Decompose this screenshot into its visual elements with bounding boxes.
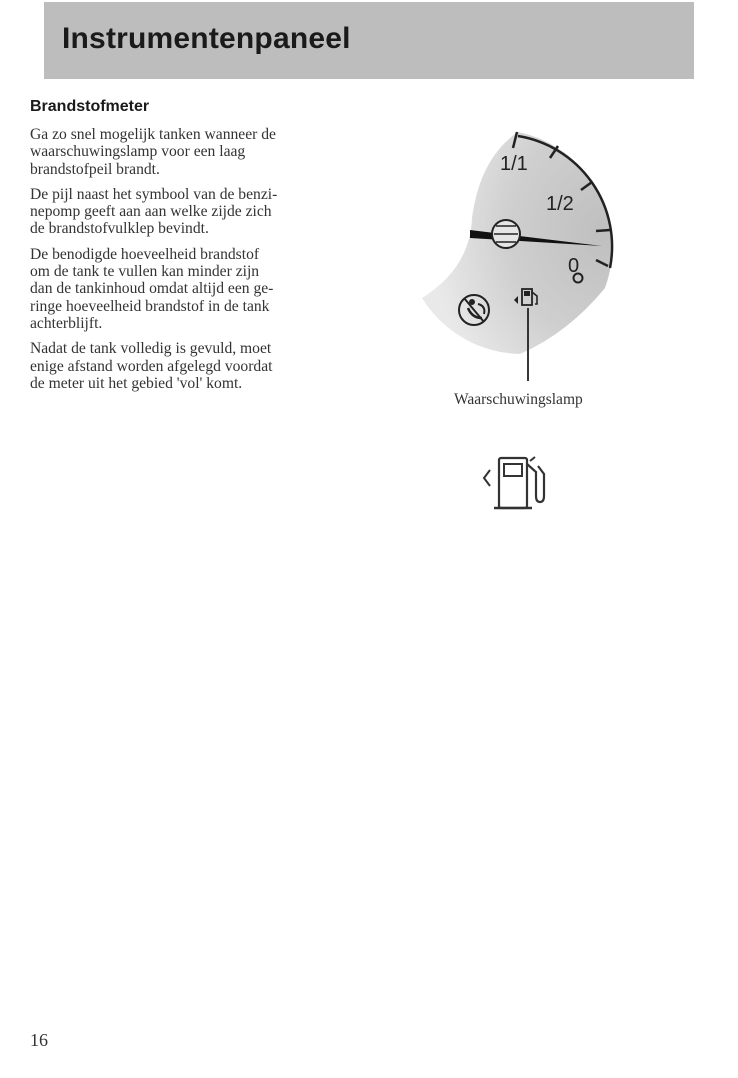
text-line: Ga zo snel mogelijk tanken wanneer de: [30, 126, 276, 143]
text-line: de brandstofvulklep bevindt.: [30, 220, 209, 238]
text-line: dan de tankinhoud omdat altijd een ge-: [30, 280, 274, 298]
section-heading: Brandstofmeter: [30, 98, 150, 115]
text-line: enige afstand worden afgelegd voordat: [30, 357, 273, 375]
text-line: De pijl naast het symbool van de benzi-: [30, 185, 278, 203]
text-line: waarschuwingslamp voor een laag: [30, 143, 246, 161]
text-line: brandstofpeil brandt.: [30, 160, 160, 178]
warning-lamp-caption: Waarschuwingslamp: [454, 391, 583, 408]
text-line: nepomp geeft aan aan welke zijde zich: [30, 203, 272, 221]
fuel-pump-icon: [480, 452, 552, 514]
page-number: 16: [30, 1030, 48, 1050]
gauge-label-full: 1/1: [500, 153, 528, 175]
fuel-gauge-illustration: [410, 118, 640, 388]
header-band: [44, 2, 694, 79]
paragraph-1: [30, 126, 340, 178]
text-line: De benodigde hoeveelheid brandstof: [30, 245, 260, 263]
paragraph-2: [30, 186, 340, 238]
text-line: de meter uit het gebied 'vol' komt.: [30, 374, 243, 392]
page-title: Instrumentenpaneel: [62, 22, 351, 55]
text-line: achterblijft.: [30, 314, 103, 332]
text-line: om de tank te vullen kan minder zijn: [30, 263, 260, 281]
gauge-label-half: 1/2: [546, 193, 574, 215]
gauge-label-empty: 0: [568, 255, 580, 277]
gauge-tick: [596, 230, 610, 231]
text-line: Nadat de tank volledig is gevuld, moet: [30, 340, 272, 358]
text-line: ringe hoeveelheid brandstof in de tank: [30, 297, 270, 315]
paragraph-4: [30, 340, 340, 392]
paragraph-3: [30, 246, 340, 332]
body-text: [30, 126, 340, 400]
